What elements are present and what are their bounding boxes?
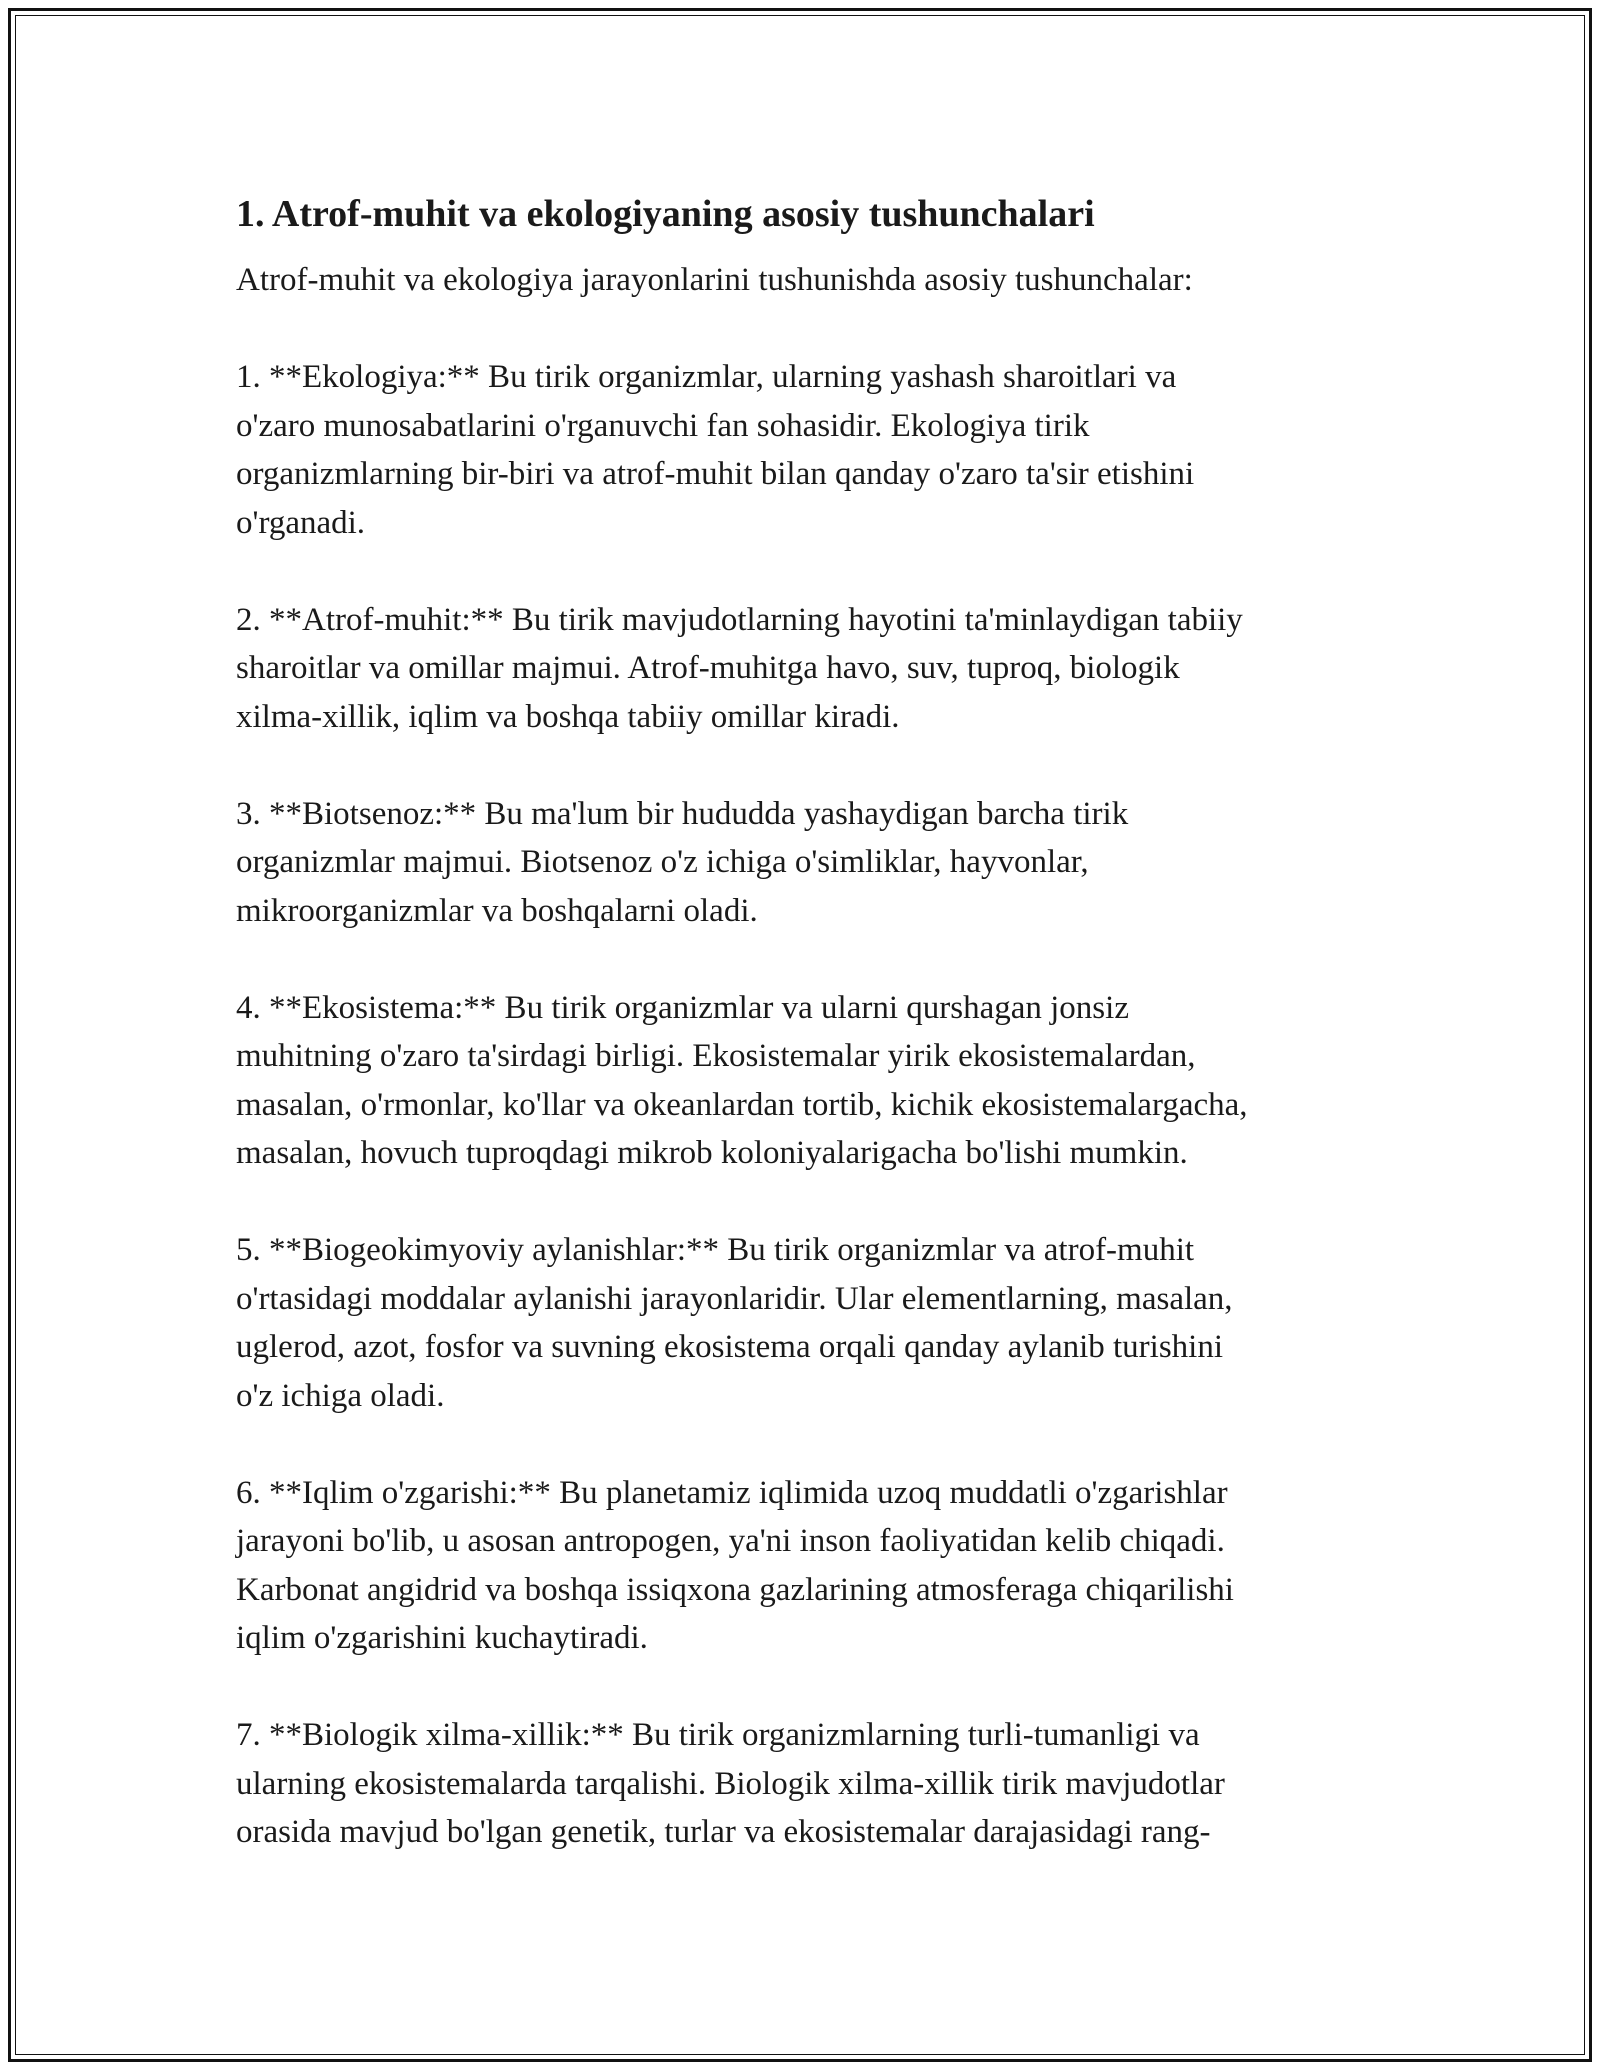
list-item-biotsenoz: 3. **Biotsenoz:** Bu ma'lum bir hududda yashaydigan barcha tirik organizmlar majmui. Biotsenoz o'z ichiga o'simliklar, hayvonlar, mikroorganizmlar va boshqalarni oladi. (236, 795, 1129, 929)
list-item-biologik-xilma-xillik: 7. **Biologik xilma-xillik:** Bu tirik organizmlarning turli-tumanligi va ularning ekosistemalarda tarqalishi. Biologik xilma-xillik tirik mavjudotlar orasida mavjud bo'lgan genetik, turlar va ekosistemalar darajasidagi rang- (236, 1717, 1225, 1850)
section-heading: 1. Atrof-muhit va ekologiyaning asosiy tushunchalari (236, 193, 1095, 235)
intro-paragraph: Atrof-muhit va ekologiya jarayonlarini tushunishda asosiy tushunchalar: (236, 262, 1193, 298)
list-item-ekologiya: 1. **Ekologiya:** Bu tirik organizmlar, ularning yashash sharoitlari va o'zaro munosabatlarini o'rganuvchi fan sohasidir. Ekologiya tirik organizmlarning bir-biri va atrof-muhit bilan qanday o'zaro ta'sir etishini o'rganadi. (236, 359, 1195, 541)
list-item-biogeokimyoviy: 5. **Biogeokimyoviy aylanishlar:** Bu tirik organizmlar va atrof-muhit o'rtasidagi moddalar aylanishi jarayonlaridir. Ular elementlarning, masalan, uglerod, azot, fosfor va suvning ekosistema orqali qanday aylanib turishini o'z ichiga oladi. (236, 1232, 1233, 1414)
list-item-iqlim: 6. **Iqlim o'zgarishi:** Bu planetamiz iqlimida uzoq muddatli o'zgarishlar jarayoni bo'lib, u asosan antropogen, ya'ni inson faoliyatidan kelib chiqadi. Karbonat angidrid va boshqa issiqxona gazlarining atmosferaga chiqarilishi iqlim o'zgarishini kuchaytiradi. (236, 1474, 1234, 1656)
list-item-ekosistema: 4. **Ekosistema:** Bu tirik organizmlar va ularni qurshagan jonsiz muhitning o'zaro ta'sirdagi birligi. Ekosistemalar yirik ekosistemalardan, masalan, o'rmonlar, ko'llar va okeanlardan tortib, kichik ekosistemalargacha, masalan, hovuch tuproqdagi mikrob koloniyalarigacha bo'lishi mumkin. (236, 989, 1248, 1171)
list-item-atrof-muhit: 2. **Atrof-muhit:** Bu tirik mavjudotlarning hayotini ta'minlaydigan tabiiy sharoitlar va omillar majmui. Atrof-muhitga havo, suv, tuproq, biologik xilma-xillik, iqlim va boshqa tabiiy omillar kiradi. (236, 601, 1243, 735)
document-body (236, 186, 1406, 1857)
